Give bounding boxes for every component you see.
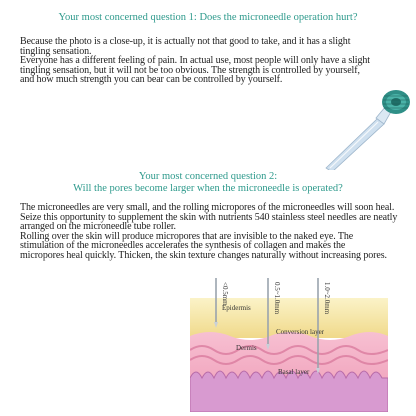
question-2-title: [0, 171, 416, 194]
label-epidermis: Epidermis: [222, 304, 251, 312]
microneedle-roller-image: [316, 84, 416, 170]
needle-label-3: 1.0~2.0mm: [323, 282, 331, 315]
roller-head: [382, 90, 410, 114]
question-2-title-line-1: Your most concerned question 2:: [138, 171, 278, 182]
label-dermis: Dermis: [236, 344, 257, 352]
label-conversion-layer: Conversion layer: [276, 328, 325, 336]
skin-layers-diagram: [190, 278, 388, 412]
answer-2-text: [20, 203, 400, 261]
needle-label-2: 0.5~1.0mm: [273, 282, 281, 315]
label-basal-layer: Basal layer: [278, 368, 310, 376]
question-1-title: Your most concerned question 1: Does the microneedle operation hurt?: [58, 12, 358, 23]
needle-label-1: <0.5mm: [221, 282, 229, 306]
answer-1-text: [20, 37, 380, 85]
answer-2-paragraph-1: The microneedles are very small, and the rolling micropores of the microneedles will soon heal. Seize this opportunity to supplement the skin with nutrients 540 stainless steel needles are neatly arranged on the microneedle tube roller.: [20, 202, 398, 233]
basal-layer: [190, 371, 388, 412]
answer-1-paragraph-1: Because the photo is a close-up, it is actually not that good to take, and it has a slight tingling sensation.: [20, 36, 351, 57]
answer-2-paragraph-2: Rolling over the skin will produce micropores that are invisible to the naked eye. The stimulation of the microneedles accelerates the synthesis of collagen and makes the micropores heal quickly. Thicken, the skin texture changes naturally without increasing pores.: [20, 230, 387, 261]
question-2-title-line-2: Will the pores become larger when the microneedle is operated?: [73, 182, 343, 194]
answer-1-paragraph-2: Everyone has a different feeling of pain. In actual use, most people will only have a slight tingling sensation, but it will not be too obvious. The strength is controlled by yourself, and how much strength you can bear can be controlled by yourself.: [20, 55, 370, 86]
